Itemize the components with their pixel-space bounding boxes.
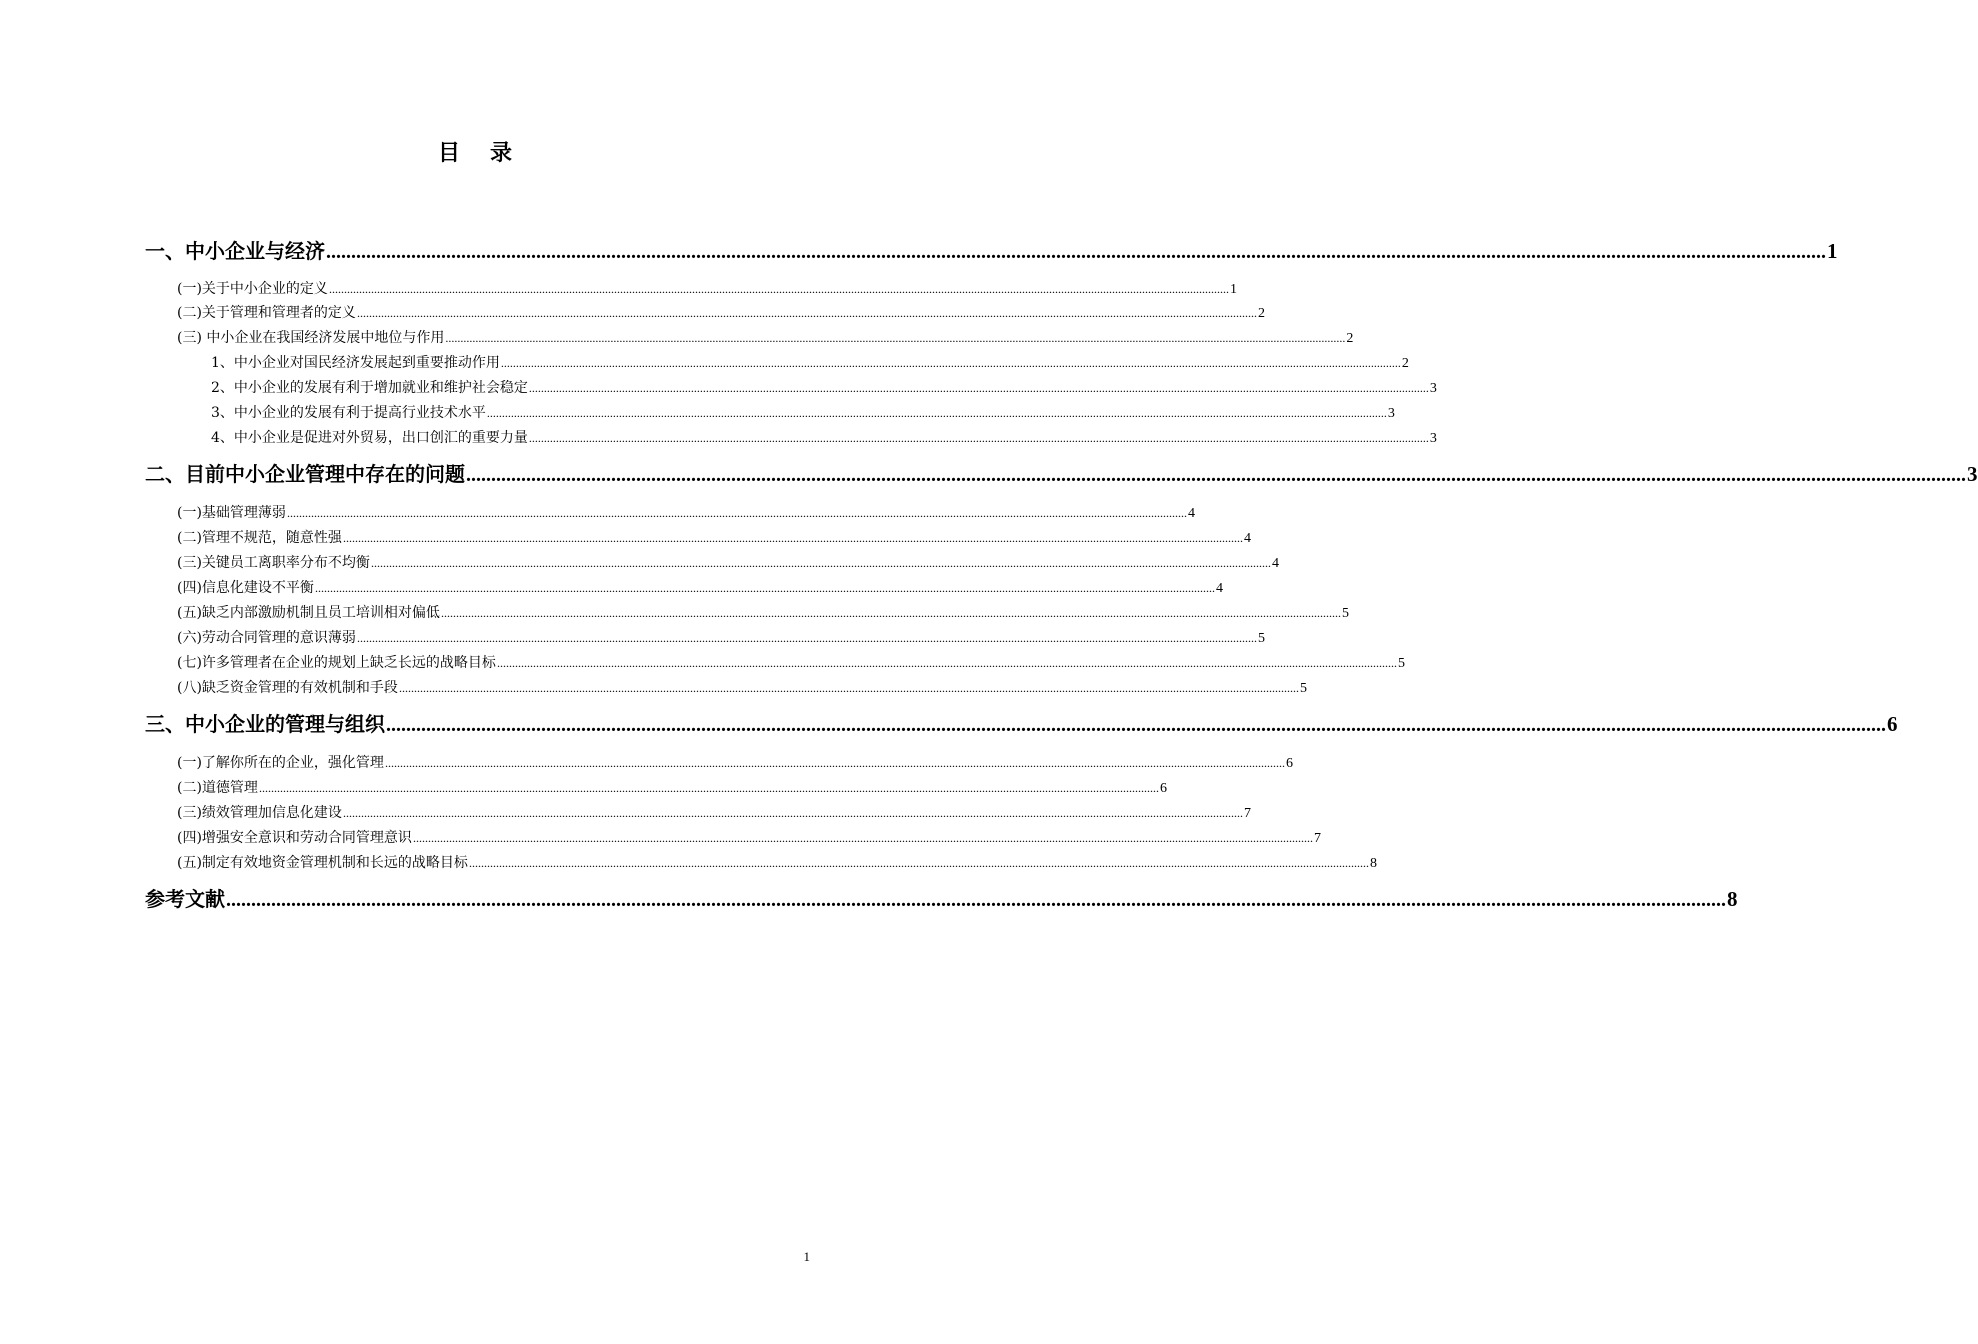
toc-leader-dots: ............................................................................................................................................................................................................................................................................................................ (398, 681, 1299, 695)
toc-entry-page-number: 3 (1429, 431, 1437, 446)
toc-leader-dots: ............................................................................................................................................................................................................................................................................................................ (342, 806, 1243, 820)
toc-section-entry[interactable] (177, 802, 1251, 824)
toc-entry-page-number: 4 (1215, 581, 1223, 596)
toc-entry-label: (三) 中小企业在我国经济发展中地位与作用 (177, 330, 445, 346)
toc-leader-dots: ............................................................................................................................................................................................................................................................................................................ (466, 464, 1966, 486)
toc-subsection-entry[interactable] (211, 402, 1395, 424)
toc-subsection-entry[interactable] (211, 427, 1437, 449)
toc-section-entry[interactable] (177, 777, 1167, 799)
toc-leader-dots: ............................................................................................................................................................................................................................................................................................................ (258, 781, 1159, 795)
toc-chapter-entry[interactable] (145, 458, 1978, 488)
toc-entry-label: 二、目前中小企业管理中存在的问题 (145, 462, 465, 486)
toc-section-entry[interactable] (177, 302, 1265, 324)
toc-leader-dots: ............................................................................................................................................................................................................................................................................................................ (496, 656, 1397, 670)
page-title-left: 目 (437, 141, 460, 166)
toc-entry-page-number: 6 (1887, 712, 1898, 736)
toc-section-entry[interactable] (177, 602, 1349, 624)
toc-section-entry[interactable] (177, 752, 1293, 774)
toc-entry-page-number: 2 (1346, 331, 1354, 346)
toc-leader-dots: ............................................................................................................................................................................................................................................................................................................ (342, 531, 1243, 545)
toc-leader-dots: ............................................................................................................................................................................................................................................................................................................ (528, 431, 1429, 445)
toc-leader-dots: ............................................................................................................................................................................................................................................................................................................ (486, 406, 1387, 420)
toc-section-entry[interactable] (177, 278, 1237, 300)
toc-entry-page-number: 2 (1257, 306, 1265, 321)
toc-leader-dots: ............................................................................................................................................................................................................................................................................................................ (370, 556, 1271, 570)
toc-entry-label: 4、中小企业是促进对外贸易，出口创汇的重要力量 (211, 430, 528, 446)
toc-leader-dots: ............................................................................................................................................................................................................................................................................................................ (226, 889, 1726, 911)
toc-entry-label: (一)了解你所在的企业，强化管理 (177, 755, 384, 771)
toc-entry-page-number: 4 (1187, 506, 1195, 521)
toc-entry-label: 一、中小企业与经济 (145, 239, 325, 263)
toc-entry-page-number: 5 (1257, 631, 1265, 646)
toc-chapter-entry[interactable] (145, 235, 1838, 265)
toc-leader-dots: ............................................................................................................................................................................................................................................................................................................ (440, 606, 1341, 620)
toc-entry-label: (五)缺乏内部激励机制且员工培训相对偏低 (177, 605, 440, 621)
toc-leader-dots: ............................................................................................................................................................................................................................................................................................................ (286, 506, 1187, 520)
toc-entry-label: (八)缺乏资金管理的有效机制和手段 (177, 680, 398, 696)
toc-leader-dots: ............................................................................................................................................................................................................................................................................................................ (445, 331, 1346, 345)
toc-leader-dots: ............................................................................................................................................................................................................................................................................................................ (386, 714, 1886, 736)
toc-entry-page-number: 5 (1397, 656, 1405, 671)
toc-entry-label: (三)绩效管理加信息化建设 (177, 805, 342, 821)
toc-entry-label: (七)许多管理者在企业的规划上缺乏长远的战略目标 (177, 655, 496, 671)
toc-entry-page-number: 1 (1229, 282, 1237, 297)
toc-entry-page-number: 3 (1387, 406, 1395, 421)
toc-entry-label: (二)管理不规范，随意性强 (177, 530, 342, 546)
toc-leader-dots: ............................................................................................................................................................................................................................................................................................................ (412, 831, 1313, 845)
toc-entry-label: (六)劳动合同管理的意识薄弱 (177, 630, 356, 646)
toc-entry-label: (四)信息化建设不平衡 (177, 580, 314, 596)
toc-entry-page-number: 7 (1313, 831, 1321, 846)
toc-entry-page-number: 5 (1341, 606, 1349, 621)
toc-section-entry[interactable] (177, 527, 1251, 549)
toc-entry-label: 三、中小企业的管理与组织 (145, 712, 385, 736)
toc-section-entry[interactable] (177, 577, 1223, 599)
toc-entry-page-number: 7 (1243, 806, 1251, 821)
toc-leader-dots: ............................................................................................................................................................................................................................................................................................................ (356, 306, 1257, 320)
toc-entry-label: (二)关于管理和管理者的定义 (177, 305, 356, 321)
toc-entry-label: 3、中小企业的发展有利于提高行业技术水平 (211, 405, 486, 421)
toc-entry-page-number: 5 (1299, 681, 1307, 696)
toc-leader-dots: ............................................................................................................................................................................................................................................................................................................ (326, 241, 1826, 263)
toc-entry-label: 参考文献 (145, 887, 225, 911)
toc-entry-label: (四)增强安全意识和劳动合同管理意识 (177, 830, 412, 846)
toc-chapter-entry[interactable] (145, 883, 1738, 913)
toc-entry-page-number: 8 (1727, 887, 1738, 911)
toc-entry-page-number: 2 (1401, 356, 1409, 371)
toc-subsection-entry[interactable] (211, 377, 1437, 399)
toc-entry-label: (五)制定有效地资金管理机制和长远的战略目标 (177, 855, 468, 871)
toc-leader-dots: ............................................................................................................................................................................................................................................................................................................ (528, 381, 1429, 395)
toc-subsection-entry[interactable] (211, 352, 1409, 374)
toc-leader-dots: ............................................................................................................................................................................................................................................................................................................ (328, 282, 1229, 296)
toc-section-entry[interactable] (177, 502, 1195, 524)
toc-chapter-entry[interactable] (145, 708, 1898, 738)
toc-entry-label: 1、中小企业对国民经济发展起到重要推动作用 (211, 355, 500, 371)
toc-leader-dots: ............................................................................................................................................................................................................................................................................................................ (468, 856, 1369, 870)
toc-entry-page-number: 3 (1429, 381, 1437, 396)
toc-entry-label: (一)基础管理薄弱 (177, 505, 286, 521)
toc-entry-page-number: 1 (1827, 239, 1838, 263)
toc-entry-label: 2、中小企业的发展有利于增加就业和维护社会稳定 (211, 380, 528, 396)
toc-leader-dots: ............................................................................................................................................................................................................................................................................................................ (314, 581, 1215, 595)
toc-entry-page-number: 3 (1967, 462, 1978, 486)
toc-leader-dots: ............................................................................................................................................................................................................................................................................................................ (384, 756, 1285, 770)
toc-section-entry[interactable] (177, 552, 1279, 574)
toc-leader-dots: ............................................................................................................................................................................................................................................................................................................ (500, 356, 1401, 370)
toc-entry-page-number: 6 (1285, 756, 1293, 771)
toc-section-entry[interactable] (177, 327, 1354, 349)
toc-entry-page-number: 6 (1159, 781, 1167, 796)
toc-entry-label: (一)关于中小企业的定义 (177, 281, 328, 297)
toc-section-entry[interactable] (177, 652, 1405, 674)
toc-leader-dots: ............................................................................................................................................................................................................................................................................................................ (356, 631, 1257, 645)
toc-entry-page-number: 8 (1369, 856, 1377, 871)
toc-section-entry[interactable] (177, 827, 1321, 849)
toc-entry-page-number: 4 (1271, 556, 1279, 571)
footer-page-number: 1 (803, 1249, 810, 1264)
page-title-right: 录 (490, 141, 513, 166)
toc-section-entry[interactable] (177, 627, 1265, 649)
toc-section-entry[interactable] (177, 852, 1377, 874)
toc-entry-page-number: 4 (1243, 531, 1251, 546)
toc-entry-label: (三)关键员工离职率分布不均衡 (177, 555, 370, 571)
toc-section-entry[interactable] (177, 677, 1307, 699)
toc-entry-label: (二)道德管理 (177, 780, 258, 796)
